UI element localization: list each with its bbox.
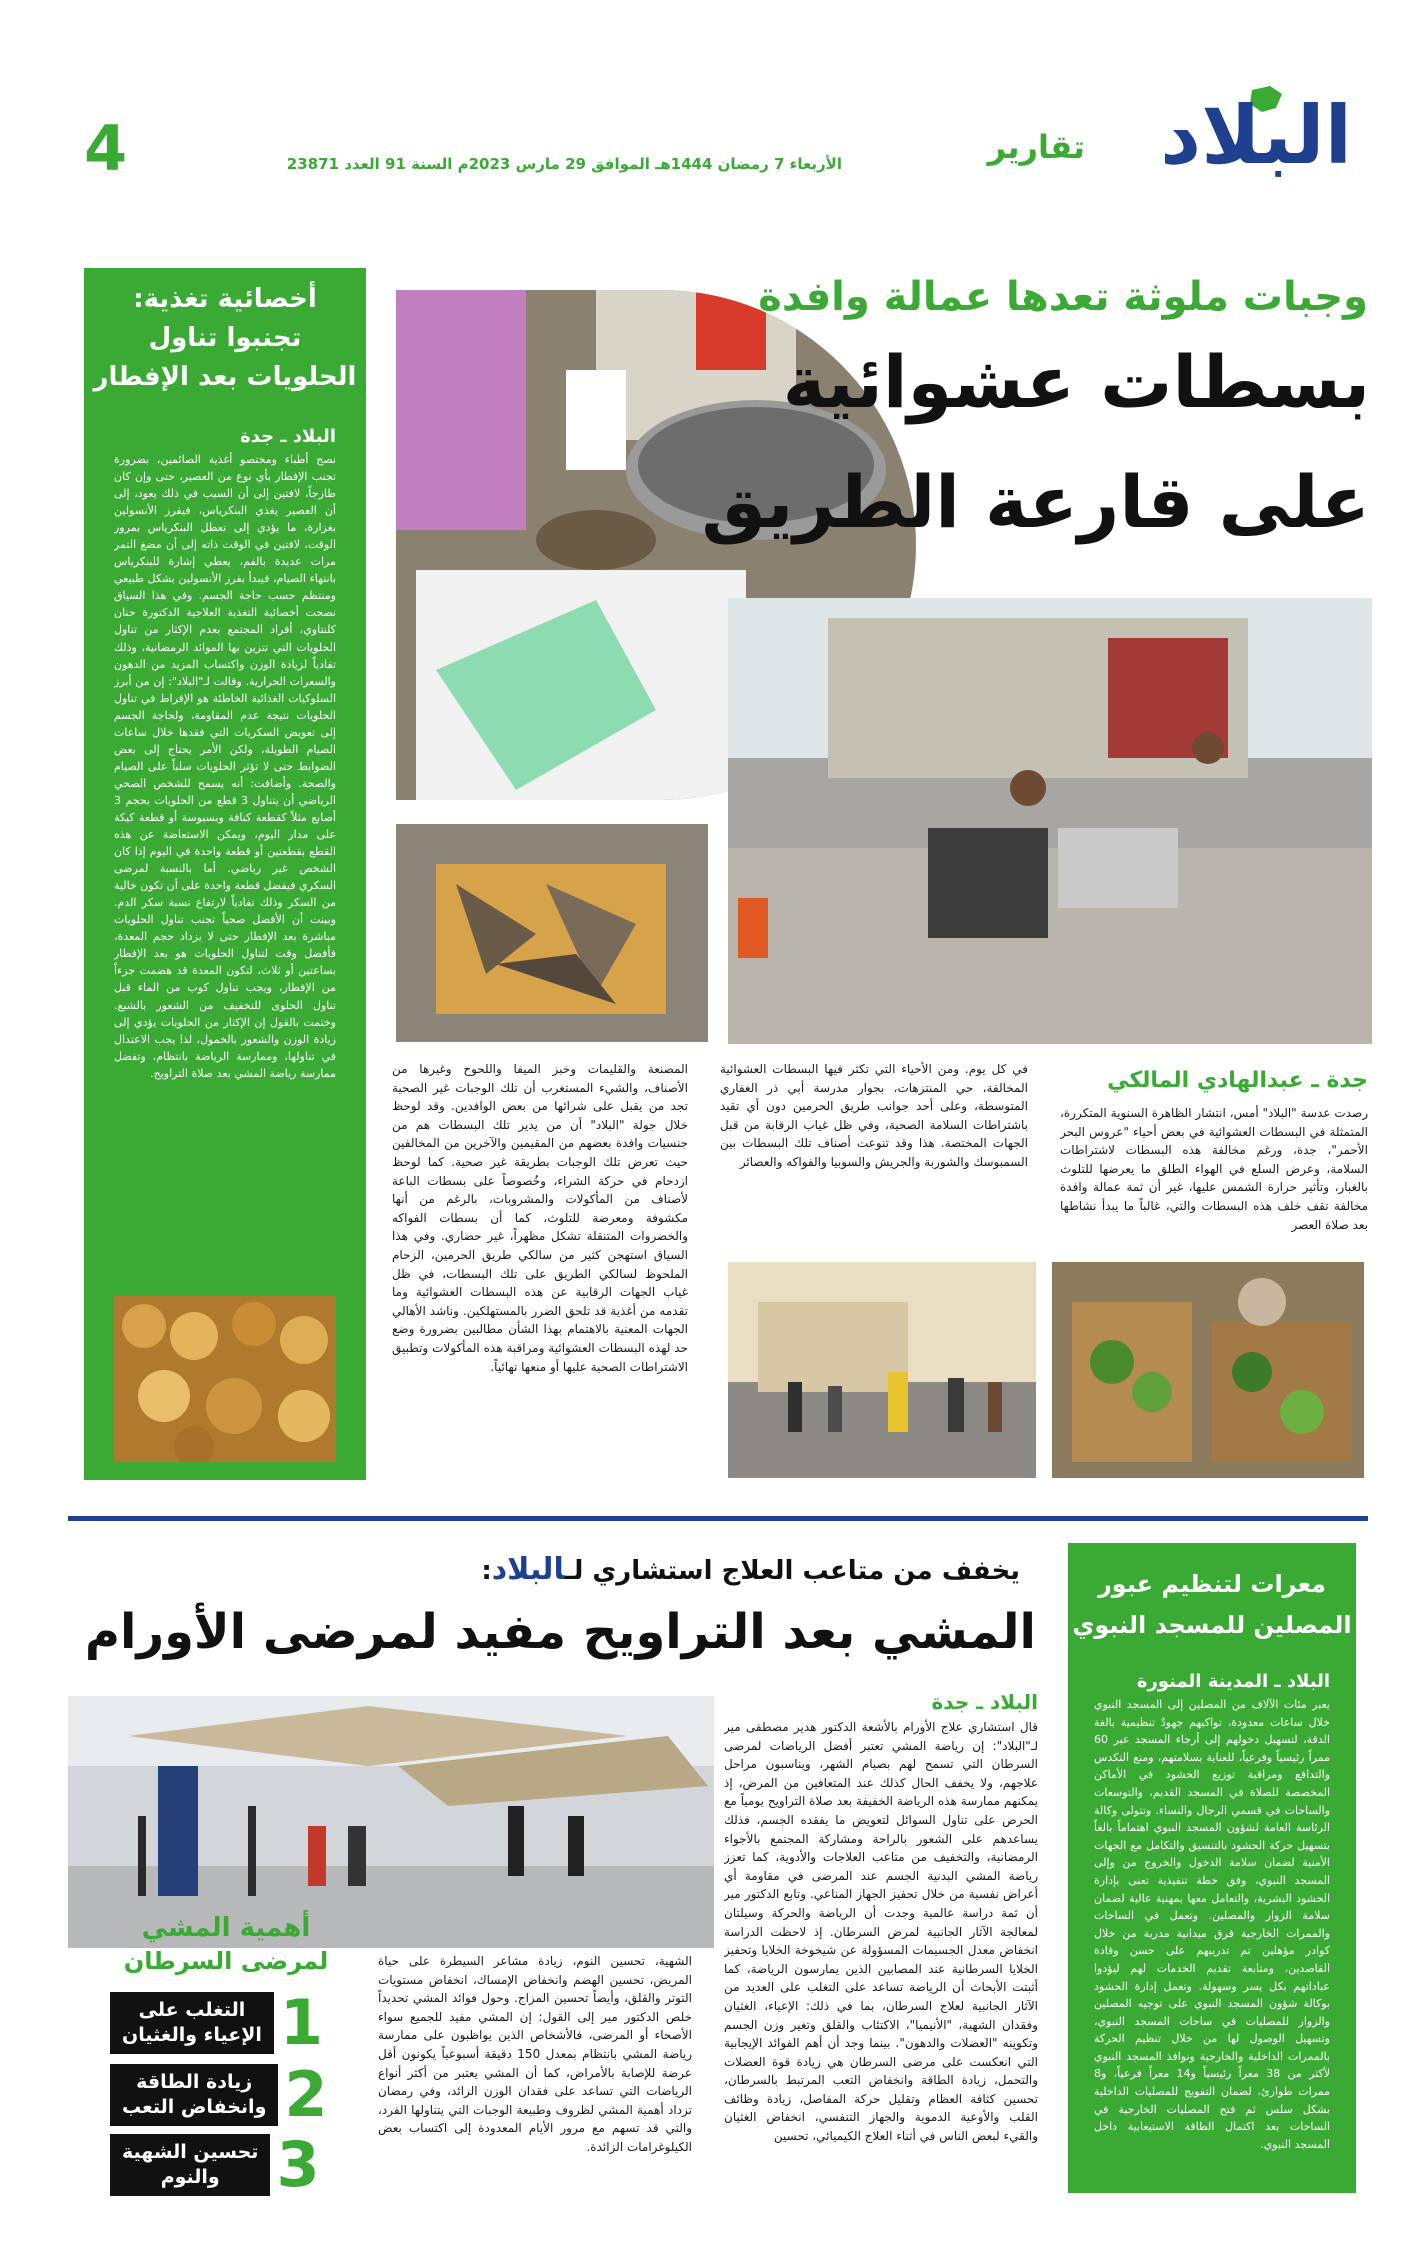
benefit-line1-3: تحسين الشهية [122, 2141, 259, 2164]
benefits-title-2: لمرضى السرطان [123, 1946, 329, 1975]
vegetables-photo [1052, 1262, 1364, 1478]
logo-text: البلاد [1160, 89, 1352, 182]
benefit-line1-1: التغلب على [138, 1999, 246, 2022]
walking-kicker-colon: : [481, 1556, 492, 1586]
main-headline-2: على قارعة الطريق [701, 460, 1370, 544]
madinah-body: يعبر مئات الآلاف من المصلين إلى المسجد النبوي خلال ساعات معدودة، تواكبهم جهودٌ تنظيمية بالغة الدقة، لتسهيل دخولهم إلى أرجاء المسجد عبر 60 ممراً رئيسياً وفرعياً، للعناية بسلامتهم، ومنع التكدس والتدافع ومراقبة توزيع الحشود في الأماكن المخصصة للصلاة في المسجد القديم، والتوسعات والساحات في قسمي الرجال والنساء. وتتولى وكالة الرئاسة العامة لشؤون المسجد النبوي اهتماماً بالغاً بتسهيل حركة الحشود بالتنسيق والتكامل مع الجهات الأمنية لضمان سلامة الدخول والخروج من وإلى المسجد النبوي، وفق خطة تنفيذية تعنى بإدارة الحشود البشرية، والتعامل معها بمهنية عالية لضمان سلامة الزوار والمصلين. وتعمل في الساحات والممرات الخارجية فرق ميدانية مدربة من خلال كوادر مؤهلين تم تدريبهم على حسن وفادة القاصدين، ومتابعة تقديم الخدمات لهم ليؤدوا عباداتهم بكل يسر وسهولة. وتعمل إدارة الحشود بوكالة شؤون المسجد النبوي على توجيه المصلين والزوار للمصليات في ساحات المسجد النبوي، وتسهيل الوصول لها من خلال تنظيم الحركة بالممرات الداخلية والخارجية ونوافذ المسجد النبوي لأكثر من 38 معراً رئيسياً و14 معراً فرعياً، و8 ممرات طوارئ، لضمان التفويج للمصليات الداخلية بشكل سلس ثم فتح المصليات الخارجية في الساحات بعد اكتمال الطاقة الاستيعابية داخل المسجد النبوي. [1094, 1698, 1330, 2151]
benefit-number-3: 3 [276, 2128, 320, 2201]
benefits-title [96, 1912, 356, 1977]
newspaper-logo [1142, 82, 1352, 192]
masthead [0, 0, 1420, 200]
benefit-line2-2: وانخفاض التعب [122, 2096, 267, 2118]
walking-byline: البلاد ـ جدة [931, 1690, 1038, 1714]
benefit-item-2 [110, 2058, 328, 2131]
section-divider [68, 1516, 1368, 1521]
nutrition-title-2: تجنبوا تناول [148, 323, 302, 353]
benefit-number-2: 2 [284, 2058, 328, 2131]
dateline: الأربعاء 7 رمضان 1444هـ الموافق 29 مارس 2023م السنة 91 العدد 23871 [286, 155, 842, 173]
nutrition-byline: البلاد ـ جدة [240, 426, 336, 447]
walking-kicker [481, 1552, 1020, 1587]
roadside-crowd-photo [728, 1262, 1036, 1478]
main-col-3: المصنعة والقليمات وخبز الميفا واللحوح وغيرها من الأصناف، والشيء المستغرب أن تلك الوجبات غير الصحية تجد من يقبل على شرائها من بعض الوافدين. وقد لوحظ خلال جولة "البلاد" أن من يدير تلك البسطات هم من جنسيات وافدة بعضهم من المقيمين والآخرين من المخالفين حيث تعرض تلك الوجبات بطريقة غير صحية. كما لوحظ ازدحام في حركة الشراء، وخُصوصاً على بسطات الباعة لأصناف من المأكولات والمشروبات، بالرغم من أنها مكشوفة ومعرضة للتلوث، كما أن بسطات الفواكه والخضروات المتنقلة تشكل مظهراً، غير حضاري. وفي هذا السياق استهجن كثير من سالكي طريق الحرمين، الزحام الملحوظ لسالكي الطريق على تلك البسطات، في ظل غياب الجهات الرقابية عن هذه البسطات العشوائية وما تقدمه من أغذية قد تلحق الضرر بالمستهلكين. وناشد الأهالي الجهات المعنية بالاهتمام بهذا الشأن مطالبين بضرورة وضع حد لهذه البسطات العشوائية ومراقبة هذه المأكولات وتطبيق الاشتراطات الصحية عليها أو منعها نهائياً. [392, 1062, 688, 1374]
page-number: 4 [84, 112, 128, 185]
madinah-byline: البلاد ـ المدينة المنورة [1136, 1671, 1330, 1692]
walking-kicker-logo: البلاد [491, 1552, 565, 1587]
benefit-item-1 [110, 1986, 324, 2059]
walking-kicker-text: يخفف من متاعب العلاج استشاري لـ [564, 1556, 1020, 1586]
sweets-photo [114, 1296, 336, 1462]
nutrition-box [84, 268, 366, 1480]
main-headline-1: بسطات عشوائية [782, 340, 1370, 424]
benefit-item-3 [110, 2128, 320, 2201]
madinah-title-2: المصلين للمسجد النبوي [1072, 1611, 1352, 1640]
benefit-line1-2: زيادة الطاقة [136, 2071, 253, 2094]
nutrition-title-1: أخصائية تغذية: [133, 284, 317, 314]
walkway-photo [68, 1696, 714, 1948]
section-title: تقارير [987, 128, 1085, 166]
walking-headline: المشي بعد التراويح مفيد لمرضى الأورام [84, 1604, 1036, 1660]
fish-stall-photo [396, 824, 708, 1042]
street-market-photo [728, 598, 1372, 1044]
main-col-1: رصدت عدسة "البلاد" أمس، انتشار الظاهرة السنوية المتكررة، المتمثلة في البسطات العشوائية في بعض أحياء "عروس البحر الأحمر"، جدة، ورغم مخالفة هذه البسطات لاشتراطات السلامة، وعرض السلع في الهواء الطلق ما يعرضها للتلوث بالغبار، وتأثير حرارة الشمس عليها، غير أن ثمة عمالة وافدة مخالفة تقف خلف هذه البسطات والتي، غالباً ما يبدأ نشاطها بعد صلاة العصر [1060, 1106, 1368, 1232]
benefit-line2-1: الإعياء والغثيان [122, 2024, 262, 2046]
main-byline: جدة ـ عبدالهادي المالكي [1107, 1068, 1368, 1093]
madinah-box [1068, 1543, 1356, 2193]
benefits-title-1: أهمية المشي [141, 1913, 311, 1943]
main-col-2: في كل يوم. ومن الأحياء التي تكثر فيها البسطات العشوائية المخالفة، حي المنتزهات، بجوار مدرسة أبي ذر الغفاري المتوسطة، وعلى أحد جوانب طريق الحرمين دون أي تقيد باشتراطات السلامة الصحية، وفي ظل غياب الرقابة من قبل الجهات المختصة. هذا وقد تنوعت أصناف تلك البسطات بين السمبوسك والشوربة والجريش والسوبيا والفواكه والعصائر [720, 1062, 1028, 1169]
benefit-number-1: 1 [279, 1986, 324, 2059]
nutrition-body: نصح أطباء ومختصو أغذية الصائمين، بضرورة تجنب الإفطار بأي نوع من العصير، حتى وإن كان طازجاً، لافتين إلى أن السبب في ذلك يعود، إلى أن العصير يغذي البنكرياس، فيفرز الأنسولين بغزارة، ما يؤدي إلى تعطل البنكرياس بمرور الوقت، لافتين في الوقت ذاته إلى أن مضغ التمر مرات عديدة بالفم، يعطي إشارة للبنكرياس بانتهاء الصيام، فيبدأ بفرز الأنسولين بشكل طبيعي ومنتظم حسب حاجة الجسم. وفي هذا السياق نصحت أخصائية التغذية العلاجية الدكتورة حنان كلنتاوي، أفراد المجتمع بعدم الإكثار من تناول الحلويات التي تتزين بها الموائد الرمضانية، وذلك تفادياً لزيادة الوزن واكتساب المزيد من الدهون والسعرات الحرارية. وقالت لـ"البلاد": إن من أبرز السلوكيات الغذائية الخاطئة هو الإفراط في تناول الحلويات نتيجة عدم المقاومة، ولحاجة الجسم إلى تعويض السكريات التي فقدها خلال ساعات الصيام الطويلة، ولكن الأمر يحتاج إلى بعض الضوابط حتى لا تؤثر الحلويات سلباً على الصيام والصحة. وأضافت: أنه يسمح للشخص الصحي الرياضي أن يتناول 3 قطع من الحلويات بحجم 3 أصابع مثلاً كقطعة كنافة وبسبوسة أو قطعة كيكة على مدار اليوم، ويمكن الاستعاضة عن هذه القطع بقطعتين أو قطعة واحدة في اليوم إذا كان الشخص غير رياضي. أما بالنسبة لمرضى السكري فيفضل قطعة واحدة على أن تكون خالية من السكر وذلك تفادياً لارتفاع نسبة سكر الدم. وبينت أن الأفضل صحياً تجنب تناول الحلويات مباشرة بعد الإفطار حتى لا يزداد حجم المعدة، فأفضل وقت لتناول الحلويات هو بعد الإفطار بساعتين أو ثلاث، لتكون المعدة قد هضمت جزءاً من الإفطار، ويجب تناول كوب من الماء قبل تناول الحلوى للتخفيف من الشعور بالشبع. وختمت بالقول إن الإكثار من الحلويات يؤدي إلى زيادة الوزن والشعور بالخمول، لذا يجب الاعتدال في تناولها، وممارسة الرياضة بانتظام، وتفضل ممارسة رياضة المشي بعد صلاة التراويح. [114, 453, 336, 1080]
walking-col-1: قال استشاري علاج الأورام بالأشعة الدكتور هدير مصطفى مير لـ"البلاد": إن رياضة المشي تعتبر أفضل الرياضات لمرضى السرطان التي تسمح لهم بصيام الشهر، ويناسبون مراحل علاجهم، ولا يخفف الحال كذلك عند المتعافين من المرض، إذ يمكنهم ممارسة هذه الرياضة الخفيفة بعد صلاة التراويح يومياً مع الحرص على تناول السوائل لتعويض ما يفقده الجسم، فذلك يساعدهم على الشعور بالراحة ومشاركة المجتمع بالأجواء الرمضانية، والتخفيف من متاعب العلاجات والأدوية، كما تعزز رياضة المشي البدنية الجسم عند المرضى في مقاومة أي أعراض نفسية من خلال تحفيز الجهاز المناعي. وتابع الدكتور مير أن ثمة دراسة عالمية وجدت أن الرياضة والحركة وسيلتان لمعالجة الآثار الجانبية لمرض السرطان. إذ لاحظت الدراسة انخفاض معدل الجسيمات المسؤولة عن شيخوخة الخلايا وتحفيز الخلايا السرطانية عند المصابين الذين يمارسون الرياضة، كما أثبتت الأبحاث أن الرياضة تساعد على التغلب على العديد من الآثار الجانبية لعلاج السرطان، بما في ذلك: الإعياء، الغثيان وفقدان الشهية، "الأنيميا"، الاكتئاب والقلق وتغير وزن الجسم وتكوينه "العضلات والدهون". بينما وجد أن أهم الفوائد الإيجابية التي انعكست على مرضى السرطان هي زيادة قوة العضلات والتحمل، زيادة الطاقة وانخفاض التعب المرتبط بالسرطان، تحسين كثافة العظام وتقليل حركة المفاصل، زيادة وظائف القلب والأوعية الدموية والجهاز التنفسي، انخفاض الغثيان والقيء لبعض الناس في أثناء العلاج الكيميائي، تحسين [724, 1720, 1038, 2144]
madinah-title-1: معرات لتنظيم عبور [1097, 1570, 1327, 1598]
walking-col-2: الشهية، تحسين النوم، زيادة مشاعر السيطرة على حياة المريض، تحسين الهضم وانخفاض الإمساك، انخفاض مستويات التوتر والقلق، وأيضاً تحسين المزاج. وحول فوائد المشي تحديداً خلص الدكتور مير إلى القول: إن المشي مفيد للجميع سواء الأصحاء أو المرضى، فالأشخاص الذين يواظبون على ممارسة رياضة المشي بانتظام بمعدل 150 دقيقة أسبوعياً يكونون أقل عرضة للإصابة بالأمراض، كما أن المشي يعتبر من أكثر أنواع الرياضات التي تساعد على فقدان الوزن الزائد، وفي رمضان تزداد أهمية المشي لظروف وطبيعة الوجبات التي يتناولها الفرد، والتي قد تسهم مع مرور الأيام المعدودة إلى اكتساب بعض الكيلوغرامات الزائدة. [378, 1954, 692, 2154]
benefit-line2-3: والنوم [160, 2166, 220, 2188]
nutrition-title-3: الحلويات بعد الإفطار [93, 362, 357, 392]
main-kicker: وجبات ملوثة تعدها عمالة وافدة [758, 274, 1368, 320]
